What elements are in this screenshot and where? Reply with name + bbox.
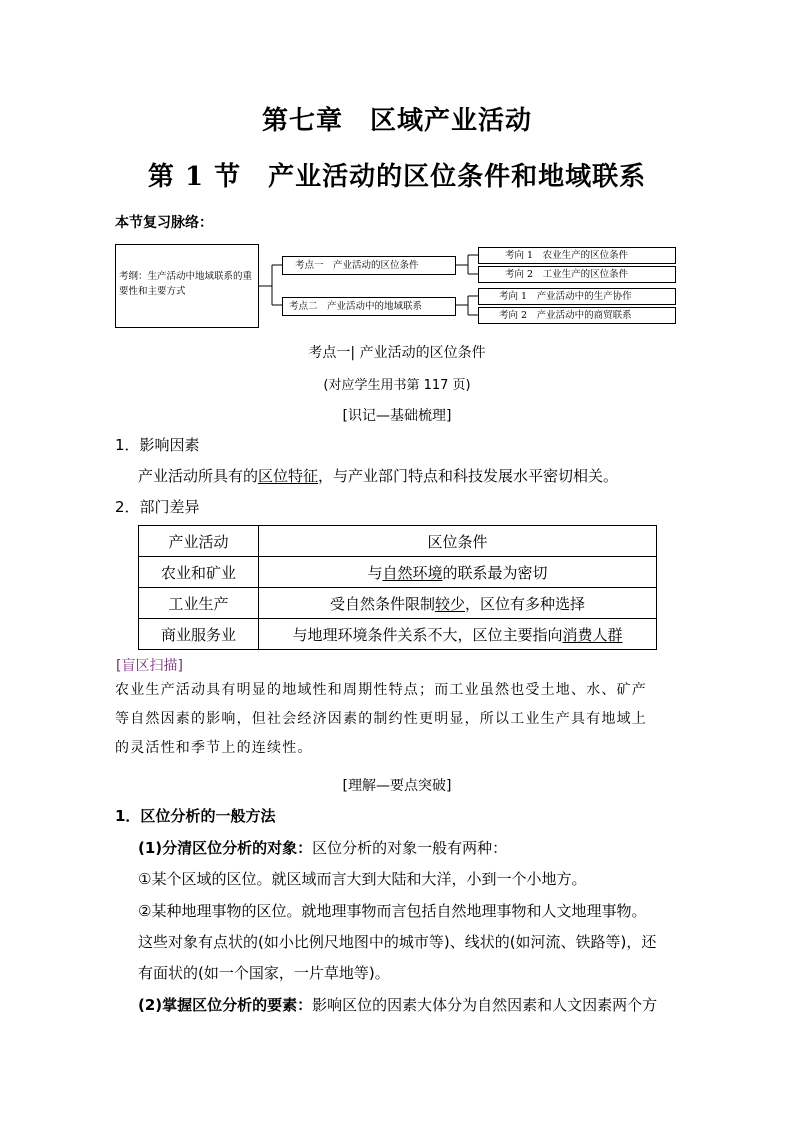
table-header-row: [139, 526, 657, 557]
item1-text-pre: 产业活动所具有的: [138, 467, 259, 485]
cell-text: 与地理环境条件关系不大，区位主要指向: [292, 625, 563, 644]
method-p6-label: (2)掌握区位分析的要素：: [138, 996, 313, 1014]
method-p1-text: 区位分析的对象一般有两种：: [312, 839, 508, 857]
item2-title: 2．部门差异: [115, 498, 200, 516]
table-cell-condition: [259, 588, 657, 619]
kaodian-heading: 考点一| 产业活动的区位条件: [308, 345, 486, 361]
table-header: 产业活动: [139, 526, 259, 557]
method-p1-label: (1)分清区位分析的对象：: [138, 839, 313, 857]
mindmap-point2-child1: 考向 1 产业活动中的生产协作: [478, 288, 676, 305]
table-cell-sector: 农业和矿业: [139, 557, 259, 588]
table-row: [139, 588, 657, 619]
mindmap-point2-child2: 考向 2 产业活动中的商贸联系: [478, 307, 676, 324]
item1-text: [138, 466, 618, 486]
table-row: [139, 557, 657, 588]
cell-text: 与: [367, 563, 383, 582]
chapter-title: 第七章 区域产业活动: [261, 106, 532, 136]
method-p4: 这些对象有点状的(如小比例尺地图中的城市等)、线状的(如河流、铁路等)，还: [138, 933, 657, 951]
mindmap-point1-child2: 考向 2 工业生产的区位条件: [478, 266, 676, 283]
method-p6: [138, 995, 657, 1015]
blind-spot-tag: [盲区扫描]: [116, 658, 183, 674]
table-cell-condition: [259, 619, 657, 650]
cell-text: 受自然条件限制: [329, 594, 435, 613]
mindmap-point1-child1: 考向 1 农业生产的区位条件: [478, 247, 676, 264]
method-p5: 有面状的(如一个国家，一片草地等)。: [138, 964, 390, 982]
blind-line: 等自然因素的影响，但社会经济因素的制约性更明显，所以工业生产具有地域上: [115, 711, 647, 727]
table-cell-condition: [259, 557, 657, 588]
section-title: 第 1 节 产业活动的区位条件和地域联系: [147, 162, 647, 192]
mindmap-root: [115, 244, 259, 328]
method-p3: ②某种地理事物的区位。就地理事物而言包括自然地理事物和人文地理事物。: [138, 902, 647, 920]
method-p1: [138, 838, 507, 858]
cell-text-underlined: 较少: [434, 594, 465, 613]
textbook-reference: (对应学生用书第 117 页): [323, 378, 471, 393]
table-cell-sector: 商业服务业: [139, 619, 259, 650]
section-memorize-heading: [识记—基础梳理]: [342, 408, 452, 424]
blind-spot-text: [115, 676, 647, 763]
table-header: 区位条件: [259, 526, 657, 557]
mindmap-point2: 考点二 产业活动中的地域联系: [282, 297, 456, 316]
cell-text-underlined: 消费人群: [562, 625, 623, 644]
item1-text-underlined: 区位特征: [258, 467, 319, 485]
mindmap-root-text: 考纲：生产活动中地域联系的重要性和主要方式: [119, 271, 253, 297]
table-row: [139, 619, 657, 650]
blind-line: 的灵活性和季节上的连续性。: [115, 740, 313, 756]
cell-text-underlined: 自然环境: [382, 563, 443, 582]
outline-label: 本节复习脉络：: [115, 215, 213, 231]
cell-text: 的联系最为密切: [442, 563, 548, 582]
method-p2: ①某个区域的区位。就区域而言大到大陆和大洋，小到一个小地方。: [138, 870, 587, 888]
item1-title: 1．影响因素: [115, 436, 200, 454]
blind-line: 农业生产活动具有明显的地域性和周期性特点；而工业虽然也受土地、水、矿产: [115, 682, 647, 698]
mindmap-point1: 考点一 产业活动的区位条件: [282, 256, 456, 275]
table-cell-sector: 工业生产: [139, 588, 259, 619]
method-title: 1．区位分析的一般方法: [115, 807, 276, 825]
sector-table: [138, 525, 657, 650]
method-p6-text: 影响区位的因素大体分为自然因素和人文因素两个方: [312, 996, 658, 1014]
section-understand-heading: [理解—要点突破]: [342, 778, 452, 794]
cell-text: ，区位有多种选择: [465, 594, 586, 613]
item1-text-post: ，与产业部门特点和科技发展水平密切相关。: [318, 467, 619, 485]
